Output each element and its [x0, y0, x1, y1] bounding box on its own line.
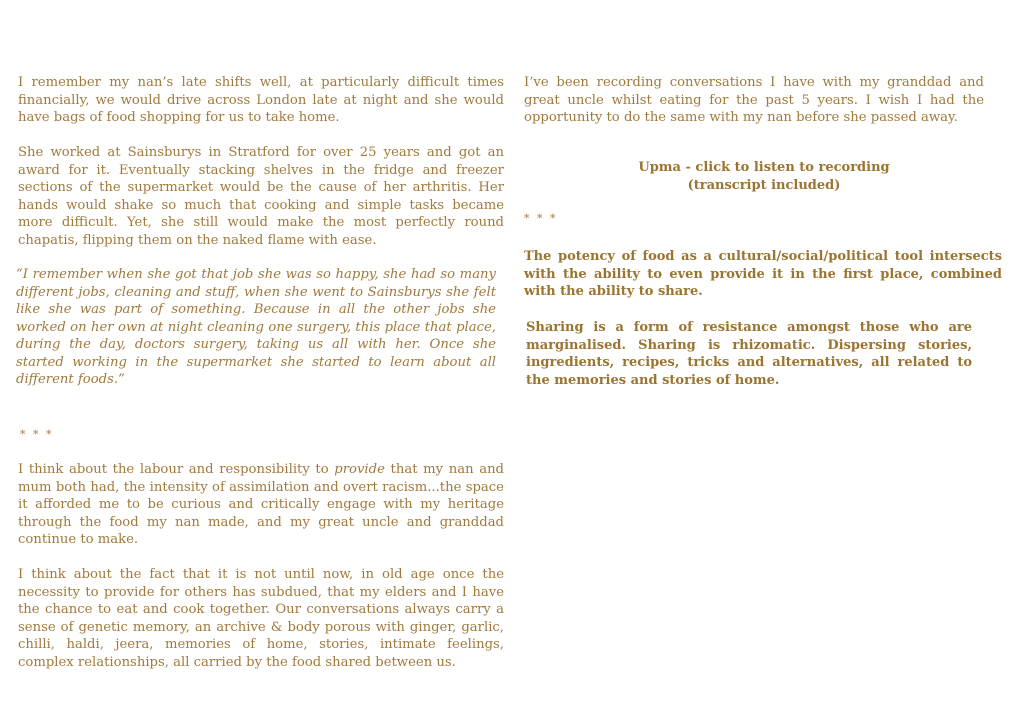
paragraph-labour: I think about the labour and responsibility to provide that my nan and mum both had, the intensity of assimilation and overt racism...the space it afforded me to be curious and critically engage with my heritage through the food my nan made, and my great uncle and granddad continue to make. — [18, 462, 505, 547]
paragraph-old-age: I think about the fact that it is not until now, in old age once the necessity to provide for others has subdued, that my elders and I have the chance to eat and cook together. Our conversations always carry a sense of genetic memory, an archive & body porous with ginger, garlic, chilli, haldi, jeera, memories of home, stories, intimate feelings, complex relationships, all carried by the food shared between us. — [18, 567, 504, 670]
emphasis-provide: provide — [334, 462, 385, 477]
paragraph-late-shifts: I remember my nan’s late shifts well, at particularly difficult times financially, we would drive across London late at night and she would have bags of food shopping for us to take home. — [18, 75, 504, 125]
section-divider-left: * * * — [20, 428, 54, 441]
recording-link-line1: Upma - click to listen to recording — [638, 160, 890, 175]
paragraph-sharing: Sharing is a form of resistance amongst those who are marginalised. Sharing is rhizomatic. Dispersing stories, ingredients, recipes, tricks and alternatives, all related to the memories and stories of home. — [526, 320, 972, 388]
section-divider-right: * * * — [524, 212, 558, 225]
quote-nan-job: “I remember when she got that job she was so happy, she had so many different jobs, cleaning and stuff, when she went to Sainsburys she felt like she was part of something. Because in all the other jobs she worked on her own at night cleaning one surgery, this place that place, during the day, doctors surgery, taking us all with her. Once she started working in the supermarket she started to learn about all different foods.” — [16, 267, 496, 387]
paragraph-recordings: I’ve been recording conversations I have with my granddad and great uncle whilst eating for the past 5 years. I wish I had the opportunity to do the same with my nan before she passed away. — [524, 75, 984, 125]
recording-link-line2: (transcript included) — [687, 177, 841, 193]
recording-link-block — [524, 159, 1004, 194]
upma-recording-link[interactable] — [524, 159, 1004, 194]
paragraph-sainsburys: She worked at Sainsburys in Stratford for over 25 years and got an award for it. Eventually stacking shelves in the fridge and freezer sections of the supermarket would be the cause of her arthritis. Her hands would shake so much that cooking and simple tasks became more difficult. Yet, she still would make the most perfectly round chapatis, flipping them on the naked flame with ease. — [18, 145, 504, 248]
paragraph-potency: The potency of food as a cultural/social/political tool intersects with the ability to even provide it in the first place, combined with the ability to share. — [524, 249, 1002, 299]
